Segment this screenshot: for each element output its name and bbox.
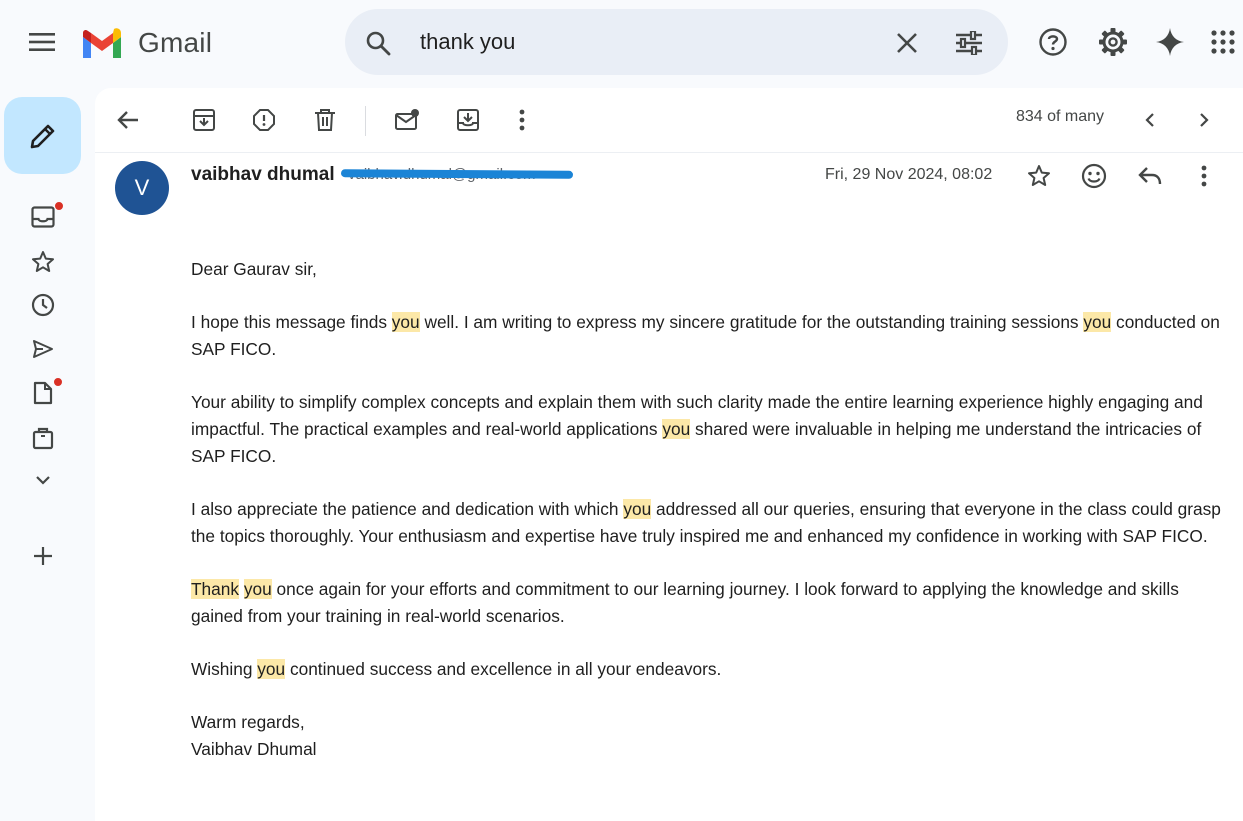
top-bar	[0, 0, 1243, 84]
paragraph-5: Wishing you continued success and excellence in all your endeavors.	[191, 659, 722, 679]
archive-icon[interactable]	[190, 106, 218, 134]
sidebar-item-starred[interactable]	[26, 245, 60, 279]
chevron-down-icon	[35, 475, 51, 485]
delete-icon[interactable]	[311, 106, 339, 134]
more-vert-icon[interactable]	[508, 106, 536, 134]
message-body	[191, 256, 1221, 763]
emoji-icon[interactable]	[1079, 161, 1109, 191]
sidebar-item-purchases[interactable]	[26, 421, 60, 455]
mark-unread-icon[interactable]	[393, 106, 421, 134]
sparkle-icon[interactable]	[1151, 23, 1189, 61]
message-date: Fri, 29 Nov 2024, 08:02	[825, 166, 993, 183]
redaction-mark	[341, 169, 573, 179]
search-highlight: you	[391, 312, 420, 332]
sidebar-item-snoozed[interactable]	[26, 288, 60, 322]
avatar[interactable]: V	[115, 161, 169, 215]
paragraph-4: Thank you once again for your efforts and commitment to our learning journey. I look forward to applying the knowledge and skills gained from your training in real-world scenarios.	[191, 579, 1179, 626]
toolbar-separator	[365, 106, 366, 136]
star-icon	[31, 250, 55, 274]
menu-icon[interactable]	[22, 22, 62, 62]
closing: Warm regards,	[191, 712, 305, 732]
reply-icon[interactable]	[1135, 161, 1165, 191]
back-arrow-icon[interactable]	[114, 106, 142, 134]
draft-icon	[33, 381, 53, 405]
sidebar-item-sent[interactable]	[26, 332, 60, 366]
app-title: Gmail	[138, 27, 213, 58]
help-icon[interactable]	[1034, 23, 1072, 61]
greeting: Dear Gaurav sir,	[191, 259, 317, 279]
more-vert-icon[interactable]	[1189, 161, 1219, 191]
shopping-bag-icon	[32, 426, 54, 450]
send-icon	[32, 339, 54, 359]
search-highlight: Thank	[191, 579, 240, 599]
plus-icon	[33, 546, 53, 566]
chevron-left-icon[interactable]	[1136, 106, 1164, 134]
inbox-badge	[54, 201, 64, 211]
toolbar-divider	[95, 152, 1243, 153]
search-bar[interactable]	[345, 9, 1008, 75]
search-input[interactable]	[420, 27, 880, 57]
pencil-icon	[28, 121, 58, 151]
search-highlight: you	[662, 419, 691, 439]
search-highlight: you	[1083, 312, 1112, 332]
chevron-right-icon[interactable]	[1190, 106, 1218, 134]
gear-icon[interactable]	[1094, 23, 1132, 61]
search-highlight: you	[243, 579, 272, 599]
tune-icon[interactable]	[954, 29, 984, 57]
signature: Vaibhav Dhumal	[191, 739, 317, 759]
search-highlight: you	[257, 659, 286, 679]
clock-icon	[31, 293, 55, 317]
message-view	[95, 88, 1243, 821]
sidebar-item-inbox[interactable]	[26, 200, 60, 234]
compose-button[interactable]	[4, 97, 81, 174]
inbox-icon	[31, 206, 55, 228]
search-highlight: you	[623, 499, 652, 519]
apps-grid-icon[interactable]	[1205, 23, 1241, 61]
gmail-m-icon	[80, 27, 124, 59]
gmail-logo[interactable]	[80, 24, 212, 62]
move-to-icon[interactable]	[454, 106, 482, 134]
paragraph-1: I hope this message finds you well. I am writing to express my sincere gratitude for the outstanding training sessions you conducted on SAP FICO.	[191, 312, 1220, 359]
search-icon[interactable]	[365, 30, 391, 56]
star-icon[interactable]	[1024, 161, 1054, 191]
paragraph-2: Your ability to simplify complex concepts and explain them with such clarity made the entire learning experience highly engaging and impactful. The practical examples and real-world applications you shared were invaluable in helping me understand the intricacies of SAP FICO.	[191, 392, 1203, 466]
report-spam-icon[interactable]	[250, 106, 278, 134]
sidebar-item-more[interactable]	[26, 463, 60, 497]
close-icon[interactable]	[893, 29, 921, 57]
pager-count: 834 of many	[1016, 108, 1105, 125]
drafts-badge	[53, 377, 63, 387]
paragraph-3: I also appreciate the patience and dedication with which you addressed all our queries, ensuring that everyone in the class could grasp the topics thoroughly. Your enthusiasm and expertise have truly inspired me and enhanced my confidence in working with SAP FICO.	[191, 499, 1221, 546]
sidebar-item-new-label[interactable]	[26, 539, 60, 573]
sender-name: vaibhav dhumal	[191, 164, 335, 185]
sidebar-item-drafts[interactable]	[26, 376, 60, 410]
